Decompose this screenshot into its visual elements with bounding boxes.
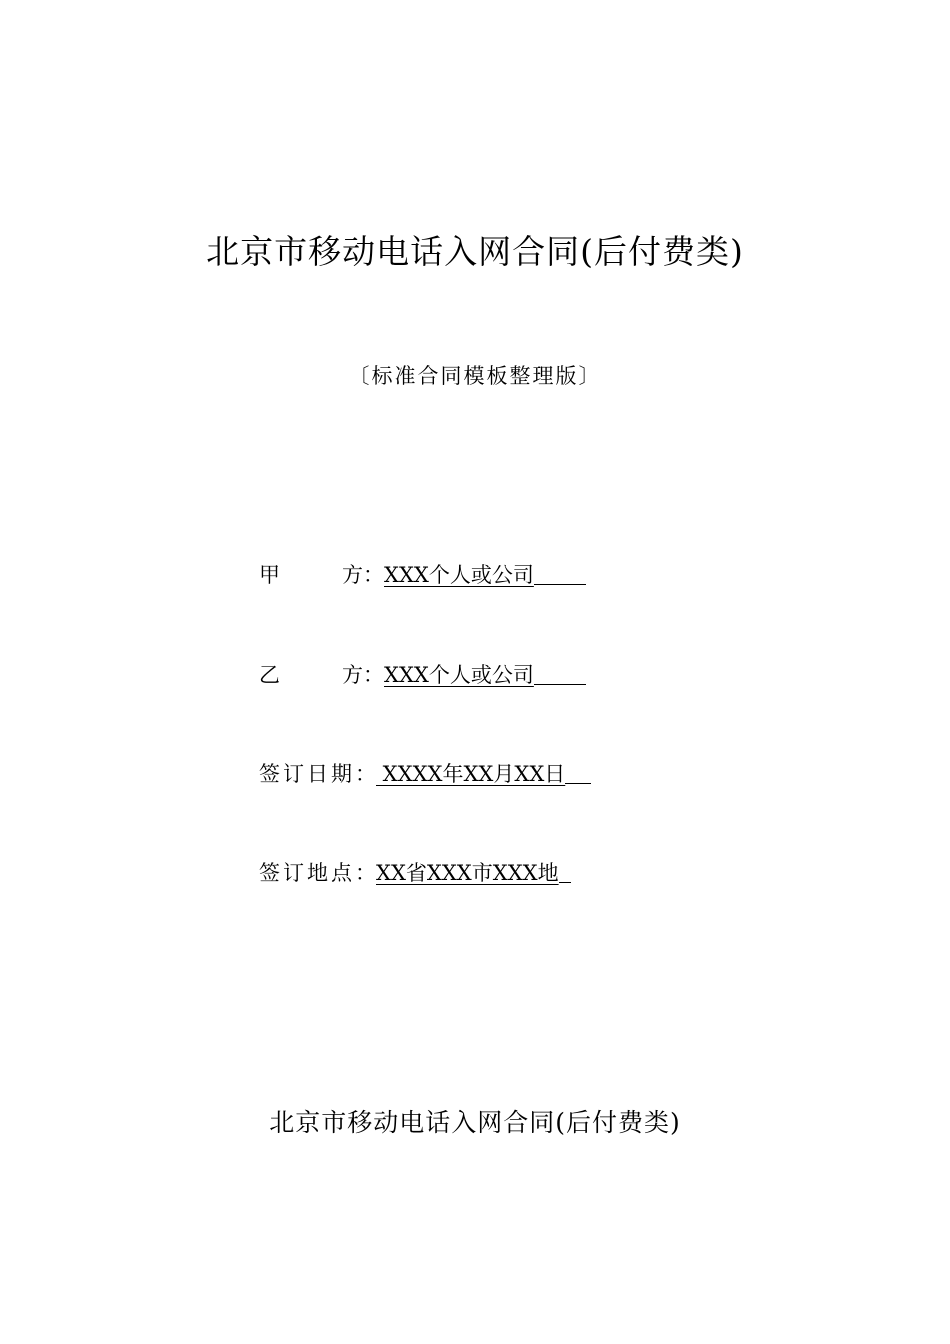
party-b-label-char-2: 方 <box>342 663 363 687</box>
party-b-value: XXX个人或公司 <box>384 663 534 687</box>
party-a-label <box>259 558 363 592</box>
party-b-underline <box>534 658 586 685</box>
signing-place-field <box>259 856 571 890</box>
signing-place-value: XX省XXX市XXX地 <box>376 861 559 885</box>
document-title: 北京市移动电话入网合同(后付费类) <box>206 232 744 271</box>
signing-place-underline <box>559 856 571 883</box>
signing-date-underline <box>565 757 591 784</box>
party-a-label-char-1: 甲 <box>259 563 280 587</box>
party-a-value: XXX个人或公司 <box>384 563 534 587</box>
signing-date-field <box>259 757 591 791</box>
party-a-underline <box>534 558 586 585</box>
signing-date-value: XXXX年XX月XX日 <box>376 762 566 786</box>
signing-place-colon: ： <box>355 861 376 885</box>
body-title: 北京市移动电话入网合同(后付费类) <box>269 1108 681 1137</box>
party-b-label <box>259 658 363 692</box>
party-a-label-char-2: 方 <box>342 563 363 587</box>
party-b-colon: ： <box>363 663 384 687</box>
signing-date-colon: ： <box>355 762 376 786</box>
signing-place-label: 签订地点 <box>259 861 355 885</box>
party-a-field <box>259 558 586 592</box>
signing-date-label: 签订日期 <box>259 762 355 786</box>
party-a-colon: ： <box>363 563 384 587</box>
party-b-field <box>259 658 586 692</box>
document-subtitle: 〔标准合同模板整理版〕 <box>348 364 602 388</box>
party-b-label-char-1: 乙 <box>259 663 280 687</box>
